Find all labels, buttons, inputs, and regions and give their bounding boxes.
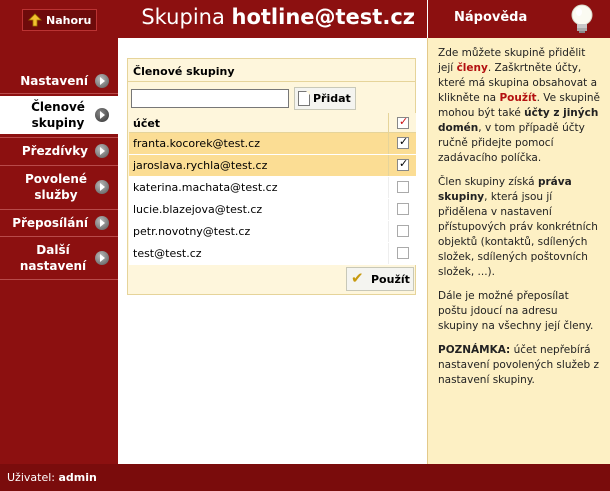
- member-checkbox[interactable]: [397, 203, 409, 215]
- members-panel: [127, 58, 416, 295]
- sidebar-item-allowed-services[interactable]: [0, 168, 118, 206]
- user-label: Uživatel:: [7, 471, 55, 484]
- add-button[interactable]: [294, 87, 356, 110]
- help-paragraph: Zde můžete skupině přidělit její členy. Zaškrtněte účty, které má skupina obsahovat a klikněte na Použít. Ve skupině mohou být také účty z jiných domén, v tom případě účty ručně přidejte pomocí zadávacího políčka.: [438, 47, 600, 164]
- column-header-account: účet: [133, 117, 161, 130]
- sidebar-item-label: Přeposílání: [12, 216, 88, 230]
- up-button[interactable]: [22, 9, 97, 31]
- table-row: [129, 243, 416, 265]
- member-account: jaroslava.rychla@test.cz: [133, 159, 268, 172]
- sidebar-item-forwarding[interactable]: [0, 212, 118, 234]
- help-paragraph: Dále je možné přeposílat poštu jdoucí na adresu skupiny na všechny její členy.: [438, 290, 594, 332]
- member-account: lucie.blazejova@test.cz: [133, 203, 263, 216]
- current-user: [7, 471, 97, 484]
- sidebar-item-settings[interactable]: [0, 69, 118, 92]
- status-bar: [0, 464, 610, 491]
- sidebar-item-more-settings[interactable]: [0, 239, 118, 277]
- arrow-right-icon: [95, 108, 109, 122]
- members-table: [129, 113, 416, 265]
- help-text: [427, 38, 610, 464]
- user-name: admin: [58, 471, 97, 484]
- apply-button[interactable]: [346, 267, 414, 291]
- select-all-checkbox[interactable]: [397, 117, 409, 129]
- member-checkbox[interactable]: [397, 181, 409, 193]
- help-paragraph: Člen skupiny získá práva skupiny, která jsou jí přidělena v nastavení přístupových práv konkrétních objektů (kontaktů, sdílených složek, sdílených poštovních složek, ...).: [438, 176, 598, 278]
- sidebar-item-label: Další nastavení: [19, 243, 87, 273]
- table-row: [129, 133, 416, 155]
- table-header: [129, 113, 416, 133]
- sidebar-item-label: Přezdívky: [21, 144, 88, 158]
- help-title: Nápověda: [454, 10, 528, 25]
- top-header: [0, 0, 427, 38]
- help-paragraph: POZNÁMKA: účet nepřebírá nastavení povolených služeb z nastavení skupiny.: [438, 344, 599, 386]
- page-title-group: hotline@test.cz: [231, 5, 415, 29]
- help-header: [427, 0, 610, 38]
- lightbulb-icon: [568, 2, 596, 36]
- table-row: [129, 177, 416, 199]
- sidebar-item-label: Nastavení: [20, 73, 88, 88]
- member-account: test@test.cz: [133, 247, 202, 260]
- sidebar: [0, 38, 118, 464]
- arrow-right-icon: [95, 251, 109, 265]
- member-account: franta.kocorek@test.cz: [133, 137, 261, 150]
- member-account: katerina.machata@test.cz: [133, 181, 278, 194]
- member-checkbox[interactable]: [397, 159, 409, 171]
- member-account: petr.novotny@test.cz: [133, 225, 251, 238]
- arrow-right-icon: [95, 144, 109, 158]
- page-title: [141, 5, 415, 29]
- table-row: [129, 155, 416, 177]
- member-checkbox[interactable]: [397, 225, 409, 237]
- checkmark-icon: [351, 271, 367, 287]
- arrow-up-icon: [28, 13, 42, 27]
- table-row: [129, 199, 416, 221]
- add-button-label: Přidat: [313, 92, 351, 105]
- arrow-right-icon: [95, 216, 109, 230]
- sidebar-item-aliases[interactable]: [0, 140, 118, 162]
- arrow-right-icon: [95, 74, 109, 88]
- up-button-label: Nahoru: [46, 13, 92, 27]
- panel-title: Členové skupiny: [133, 65, 235, 78]
- document-icon: [298, 91, 310, 106]
- arrow-right-icon: [95, 180, 109, 194]
- table-row: [129, 221, 416, 243]
- sidebar-item-group-members[interactable]: [0, 96, 118, 134]
- member-checkbox[interactable]: [397, 137, 409, 149]
- sidebar-item-label: Členové skupiny: [31, 100, 85, 130]
- apply-button-label: Použít: [371, 272, 410, 286]
- sidebar-item-label: Povolené služby: [24, 172, 88, 202]
- member-input[interactable]: [131, 89, 289, 108]
- page-title-prefix: Skupina: [141, 5, 225, 29]
- member-checkbox[interactable]: [397, 247, 409, 259]
